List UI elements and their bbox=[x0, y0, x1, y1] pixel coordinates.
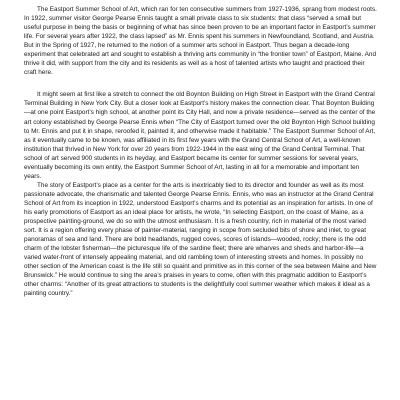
paragraph-gap bbox=[24, 77, 378, 90]
paragraph-3: The story of Eastport’s place as a center for the arts is inextricably tied to its director and founder as well as its most passionate advocate, the charismatic and talented George Pearse Ennis. Ennis, who was an instructor at the Grand Central School of Art from its inception in 1922, understood Eastport’s charms and its potential as an inspiration for artists. In one of his early promotions of Eastport as an ideal place for artists, he wrote, “In selecting Eastport, on the coast of Maine, as a prospective painting-ground, we do so with the utmost enthusiasm. It is a fresh country, rich in material of the most varied sort. It is a region offering every phase of painter-material, ranging in scope from secluded bits of shore and inlet, to great panoramas of sea and land. There are bold headlands, rugged coves, scores of islands—wooded, rocky; there is the odd charm of the lobster fisherman—the picturesque life of the sardine fleet; there are wharves and sheds and harbor-life—a varied water-front of intensely appealing material, and old rambling town of interesting streets and homes. In possibly no other section of the American coast is the life still so quaint and primitive as in this corner of the sea between Maine and New Brunswick.” He would continue to sing the area’s praises in years to come, often with this pragmatic addition to Eastport’s other charms: “Another of its great attractions to students is the delightfully cool summer weather which makes it ideal as a painting country.” bbox=[24, 181, 377, 298]
paragraph-2: It might seem at first like a stretch to connect the old Boynton Building on High Street in Eastport with the Grand Central Terminal Building in New York City. But a closer look at Eastport’s history makes the connection clear. That Boynton Building—at one point Eastport’s high school, at another point its City Hall, and now a private residence—served as the center of the art colony established by George Pearse Ennis when “The City of Eastport turned over the old Boynton High School building to Mr. Ennis and put it in shape, reroofed it, painted it, and otherwise made it habitable.” The Eastport Summer School of Art, as it eventually came to be known, was affiliated in its first few years with the Grand Central School of Art, a well-known institution that thrived in New York for over 20 years from 1922-1944 in the east wing of the Grand Central Terminal. That school of art served 900 students in its heyday, and Eastport became its center for summer sessions for several years, eventually becoming its own entity, the Eastport Summer School of Art, lasting in all for a memorable and important ten years. bbox=[24, 91, 376, 180]
paragraph-1: The Eastport Summer School of Art, which ran for ten consecutive summers from 1927-1936, sprang from modest roots. In 1922, summer visitor George Pearse Ennis taught a small private class to six students: that class “served a small but useful purpose in being the basis or beginning of what has since been proven to be an important factor in Eastport’s summer life. For several years after 1922, the class lapsed” as Mr. Ennis spent his summers in Newfoundland, Scotland, and Austria. But in the Spring of 1927, he returned to the notion of a summer arts school in Eastport. Thus began a decade-long experiment that celebrated art and sought to establish a thriving arts community in “the frontier town” of Eastport, Maine. And thrive it did, with support from the city and its residents as well as a host of talented artists who taught and practiced their craft here. bbox=[24, 6, 377, 77]
